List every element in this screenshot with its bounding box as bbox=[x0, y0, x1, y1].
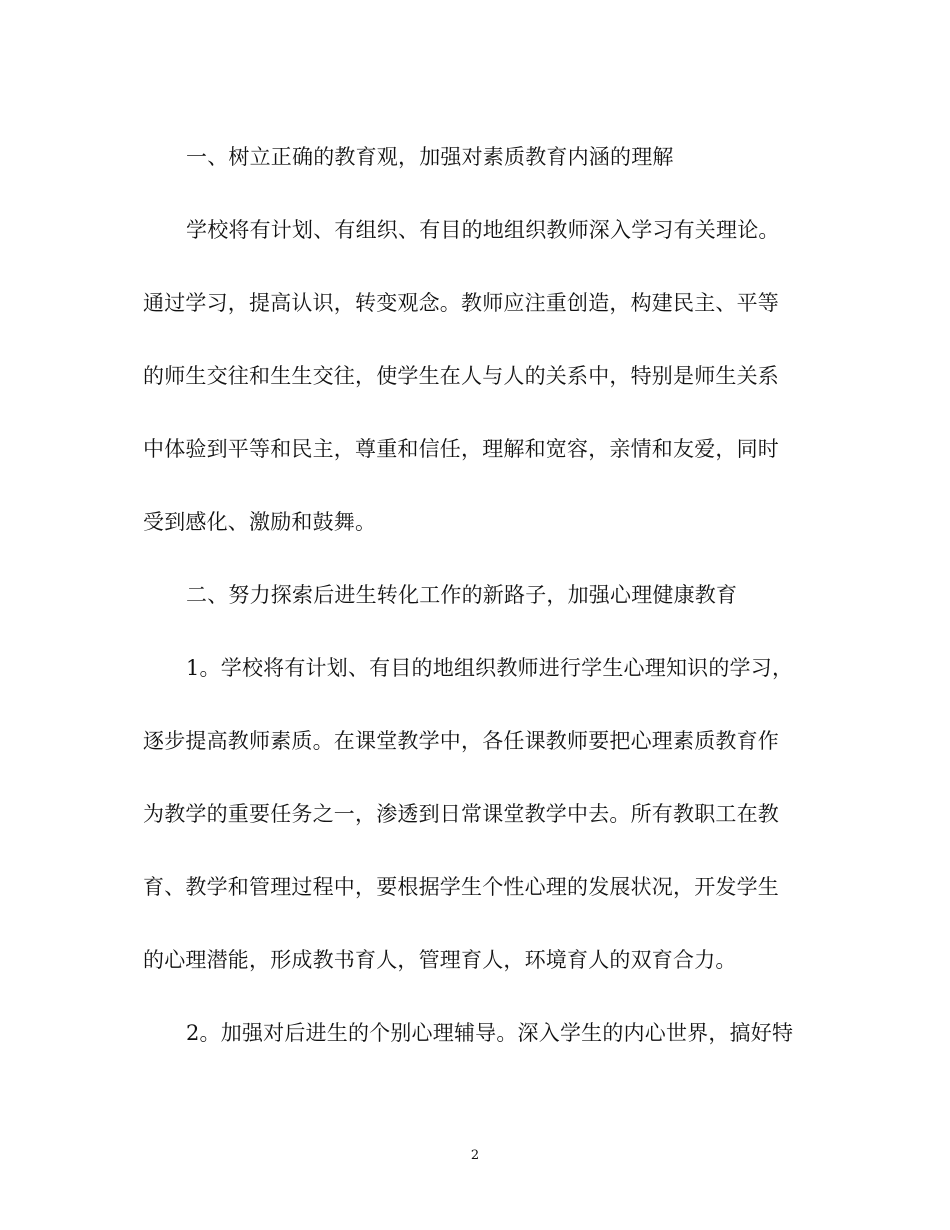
paragraph-line: 的师生交往和生生交往，使学生在人与人的关系中，特别是师生关系 bbox=[143, 364, 779, 388]
paragraph-line: 1。学校将有计划、有目的地组织教师进行学生心理知识的学习， bbox=[186, 656, 794, 680]
paragraph-line: 逐步提高教师素质。在课堂教学中，各任课教师要把心理素质教育作 bbox=[143, 729, 779, 753]
paragraph-line: 学校将有计划、有组织、有目的地组织教师深入学习有关理论。 bbox=[186, 218, 780, 242]
paragraph-line: 为教学的重要任务之一，渗透到日常课堂教学中去。所有教职工在教 bbox=[143, 802, 779, 826]
paragraph-line: 中体验到平等和民主，尊重和信任，理解和宽容，亲情和友爱，同时 bbox=[143, 437, 779, 461]
section-heading-2: 二、努力探索后进生转化工作的新路子，加强心理健康教育 bbox=[186, 583, 738, 607]
paragraph-line: 受到感化、激励和鼓舞。 bbox=[143, 510, 377, 534]
paragraph-line: 2。加强对后进生的个别心理辅导。深入学生的内心世界，搞好特 bbox=[186, 1021, 794, 1045]
paragraph-line: 通过学习，提高认识，转变观念。教师应注重创造，构建民主、平等 bbox=[143, 291, 779, 315]
paragraph-line: 的心理潜能，形成教书育人，管理育人，环境育人的双育合力。 bbox=[143, 948, 737, 972]
page-number: 2 bbox=[470, 1148, 480, 1163]
section-heading-1: 一、树立正确的教育观，加强对素质教育内涵的理解 bbox=[186, 145, 674, 169]
paragraph-line: 育、教学和管理过程中，要根据学生个性心理的发展状况，开发学生 bbox=[143, 875, 779, 899]
